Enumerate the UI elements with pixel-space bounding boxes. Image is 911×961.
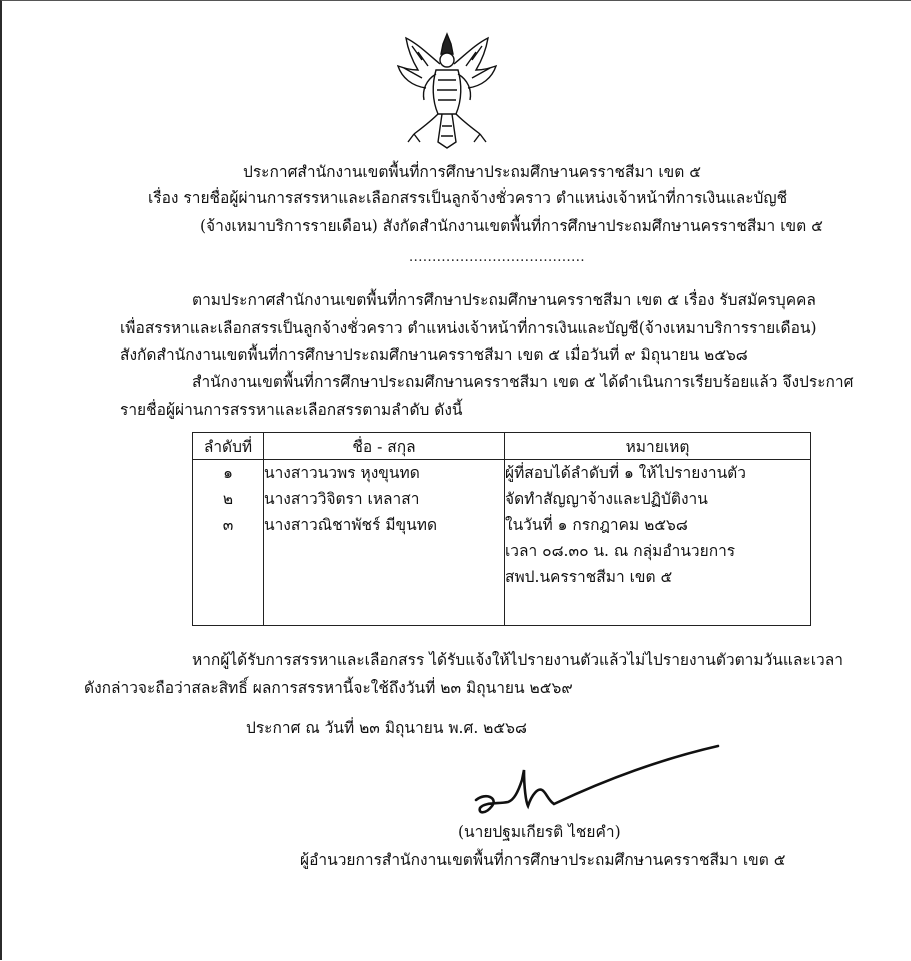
candidate-name: นางสาววิจิตรา เหลาสา [264,490,420,508]
order-number: ๓ [222,516,234,534]
garuda-emblem-icon [392,30,502,152]
table-header-row [193,433,811,460]
order-number: ๒ [222,490,234,508]
candidate-name: นางสาวนวพร หุงขุนทด [264,464,420,482]
candidate-name: นางสาวณิชาพัชร์ มีขุนทด [264,516,438,534]
remark-line: เวลา ๐๘.๓๐ น. ณ กลุ่มอำนวยการ [505,542,736,560]
name-cell [264,460,505,626]
paragraph-2-line-1: สำนักงานเขตพื้นที่การศึกษาประถมศึกษานครราชสีมา เขต ๕ ได้ดำเนินการเรียบร้อยแล้ว จึงประกาศ [192,373,854,391]
remark-line: ผู้ที่สอบได้ลำดับที่ ๑ ให้ไปรายงานตัว [505,464,746,482]
remark-line: จัดทำสัญญาจ้างและปฏิบัติงาน [505,490,708,508]
subject-line-1: เรื่อง รายชื่อผู้ผ่านการสรรหาและเลือกสรรเป็นลูกจ้างชั่วคราว ตำแหน่งเจ้าหน้าที่การเงินและบัญชี [148,189,788,207]
header-remark: หมายเหตุ [505,433,811,460]
remark-line: ในวันที่ ๑ กรกฎาคม ๒๕๖๘ [505,516,688,534]
paragraph-1-line-3: สังกัดสำนักงานเขตพื้นที่การศึกษาประถมศึกษานครราชสีมา เขต ๕ เมื่อวันที่ ๙ มิถุนายน ๒๕๖๘ [120,346,748,364]
signatory-name: (นายปฐมเกียรติ ไชยคำ) [458,823,621,841]
paragraph-2-line-2: รายชื่อผู้ผ่านการสรรหาและเลือกสรรตามลำดับ ดังนี้ [120,401,463,419]
paragraph-1-line-1: ตามประกาศสำนักงานเขตพื้นที่การศึกษาประถมศึกษานครราชสีมา เขต ๕ เรื่อง รับสมัครบุคคล [192,291,816,309]
paragraph-1-line-2: เพื่อสรรหาและเลือกสรรเป็นลูกจ้างชั่วคราว ตำแหน่งเจ้าหน้าที่การเงินและบัญชี(จ้างเหมาบริการรายเดือน) [120,319,817,337]
candidate-table [192,432,811,626]
table-body-row [193,460,811,626]
closing-line-1: หากผู้ได้รับการสรรหาและเลือกสรร ได้รับแจ้งให้ไปรายงานตัวแล้วไม่ไปรายงานตัวตามวันและเวลา [192,651,843,669]
remark-cell [505,460,811,626]
order-number: ๑ [223,464,233,482]
remark-line: สพป.นครราชสีมา เขต ๕ [505,568,673,586]
signatory-position: ผู้อำนวยการสำนักงานเขตพื้นที่การศึกษาประถมศึกษานครราชสีมา เขต ๕ [300,851,786,869]
title-separator: ...................................... [409,250,586,265]
closing-line-2: ดังกล่าวจะถือว่าสละสิทธิ์ ผลการสรรหานี้จะใช้ถึงวันที่ ๒๓ มิถุนายน ๒๕๖๙ [84,679,573,697]
header-order: ลำดับที่ [193,433,264,460]
announcement-title: ประกาศสำนักงานเขตพื้นที่การศึกษาประถมศึกษานครราชสีมา เขต ๕ [243,163,701,181]
subject-line-2: (จ้างเหมาบริการรายเดือน) สังกัดสำนักงานเขตพื้นที่การศึกษาประถมศึกษานครราชสีมา เขต ๕ [200,217,823,235]
header-name: ชื่อ - สกุล [264,433,505,460]
signature-icon [468,742,720,828]
order-cell [193,460,264,626]
announce-date: ประกาศ ณ วันที่ ๒๓ มิถุนายน พ.ศ. ๒๕๖๘ [246,719,527,737]
